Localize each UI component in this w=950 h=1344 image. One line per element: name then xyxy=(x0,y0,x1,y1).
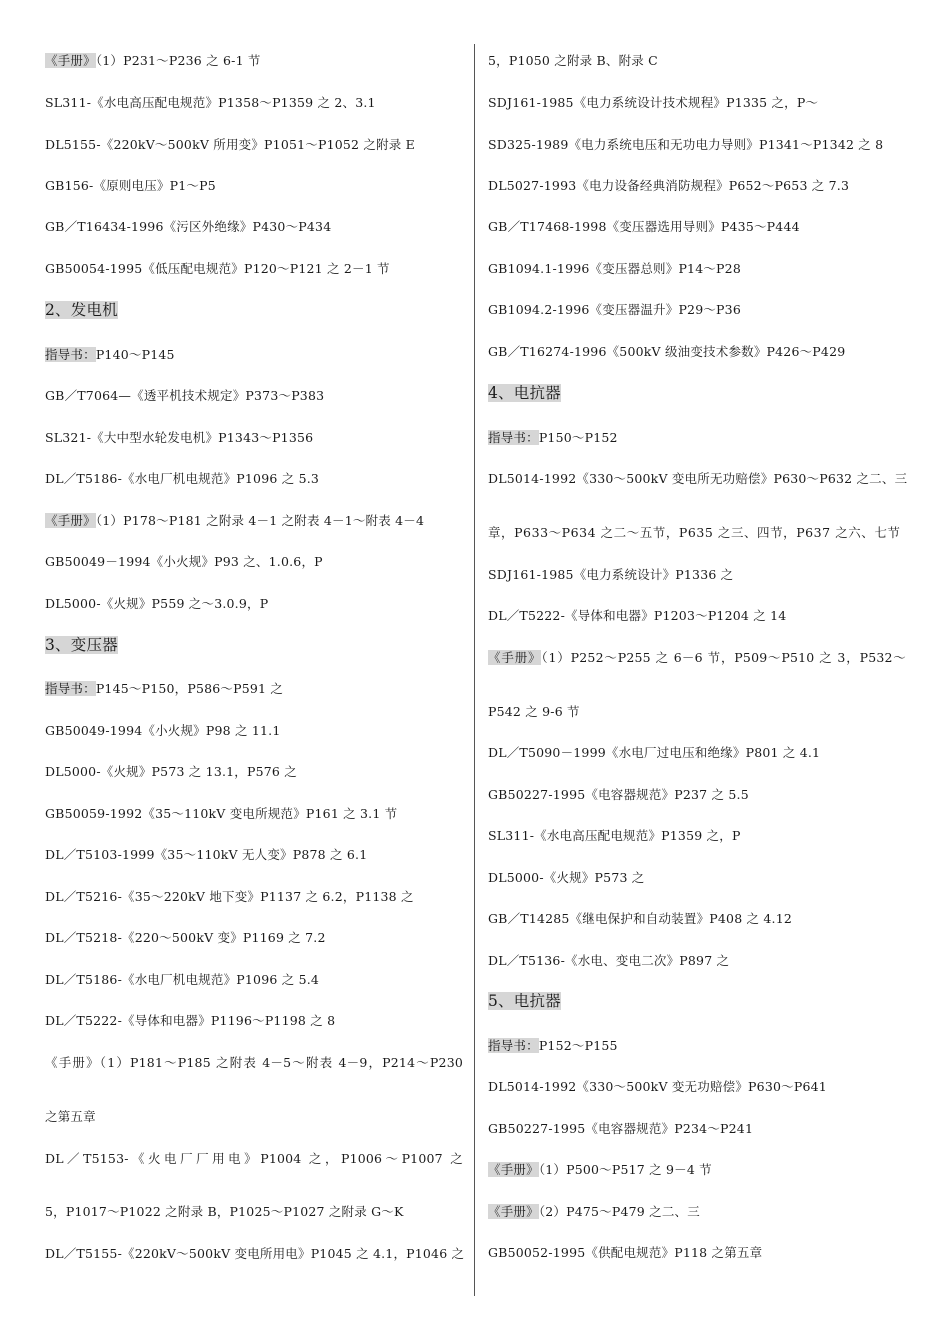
reference-line xyxy=(45,429,313,447)
reference-text: （1）P252～P255 之 6－6 节，P509～P510 之 3，P532～ xyxy=(541,650,906,665)
reference-line xyxy=(45,218,331,236)
reference-line xyxy=(45,1108,96,1126)
section-heading xyxy=(488,383,561,403)
reference-text: DL／T5186-《水电厂机电规范》P1096 之 5.3 xyxy=(45,471,320,486)
reference-text: P150～P152 xyxy=(538,430,618,445)
reference-text: DL／T5103-1999《35～110kV 无人变》P878 之 6.1 xyxy=(45,847,368,862)
reference-text: SL321-《大中型水轮发电机》P1343～P1356 xyxy=(45,430,314,445)
reference-line xyxy=(488,136,883,154)
highlighted-label: 《手册》 xyxy=(45,53,96,68)
reference-text: GB50059-1992《35～110kV 变电所规范》P161 之 3.1 节 xyxy=(45,806,398,821)
reference-line xyxy=(45,1012,335,1030)
reference-line xyxy=(488,1078,827,1096)
reference-line xyxy=(45,929,326,947)
reference-text: P145～P150，P586～P591 之 xyxy=(95,681,284,696)
reference-line xyxy=(488,952,729,970)
reference-line xyxy=(488,470,906,488)
reference-text: DL／T5090－1999《水电厂过电压和绝缘》P801 之 4.1 xyxy=(488,745,821,760)
reference-text: DL5000-《火规》P559 之～3.0.9，P xyxy=(45,596,269,611)
reference-line xyxy=(488,524,900,542)
highlighted-label: 《手册》 xyxy=(45,513,96,528)
reference-line xyxy=(488,1120,753,1138)
reference-line xyxy=(45,52,261,70)
reference-line xyxy=(488,744,820,762)
reference-text: （1）P231～P236 之 6-1 节 xyxy=(95,53,261,68)
highlighted-label: 指导书： xyxy=(488,1038,539,1053)
reference-text: DL／T5216-《35～220kV 地下变》P1137 之 6.2，P1138 之 xyxy=(45,889,414,904)
reference-line xyxy=(488,703,580,721)
reference-text: GB1094.2-1996《变压器温升》P29～P36 xyxy=(488,302,741,317)
highlighted-label: 指导书： xyxy=(45,347,96,362)
reference-text: GB1094.1-1996《变压器总则》P14～P28 xyxy=(488,261,741,276)
reference-text: GB／T16274-1996《500kV 级油变技术参数》P426～P429 xyxy=(488,344,846,359)
reference-line xyxy=(488,260,741,278)
heading-label: 3、变压器 xyxy=(45,636,118,654)
reference-text: DL5027-1993《电力设备经典消防规程》P652～P653 之 7.3 xyxy=(488,178,850,193)
reference-text: 5，P1050 之附录 B、附录 C xyxy=(488,53,658,68)
reference-text: GB50227-1995《电容器规范》P234～P241 xyxy=(488,1121,754,1136)
reference-line xyxy=(45,1245,463,1263)
reference-line xyxy=(45,260,390,278)
reference-text: GB50054-1995《低压配电规范》P120～P121 之 2－1 节 xyxy=(45,261,390,276)
reference-line xyxy=(488,566,733,584)
reference-line xyxy=(45,470,319,488)
reference-text: DL／T5222-《导体和电器》P1203～P1204 之 14 xyxy=(488,608,787,623)
reference-line xyxy=(488,301,741,319)
reference-line xyxy=(488,52,658,70)
reference-line xyxy=(45,971,319,989)
reference-line xyxy=(45,553,323,571)
reference-line xyxy=(45,136,415,154)
reference-line xyxy=(45,722,280,740)
reference-line xyxy=(488,607,786,625)
reference-text: GB／T17468-1998《变压器选用导则》P435～P444 xyxy=(488,219,800,234)
reference-line xyxy=(488,94,818,112)
reference-line xyxy=(488,649,906,667)
reference-text: DL5014-1992《330～500kV 变无功赔偿》P630～P641 xyxy=(488,1079,827,1094)
reference-text: GB50227-1995《电容器规范》P237 之 5.5 xyxy=(488,787,749,802)
reference-line xyxy=(45,763,297,781)
section-heading xyxy=(45,300,118,320)
reference-text: P140～P145 xyxy=(95,347,175,362)
reference-text: 章，P633～P634 之二～五节，P635 之三、四节，P637 之六、七节 xyxy=(488,525,901,540)
reference-text: DL／T5186-《水电厂机电规范》P1096 之 5.4 xyxy=(45,972,320,987)
reference-line xyxy=(488,1037,618,1055)
highlighted-label: 指导书： xyxy=(488,430,539,445)
reference-line xyxy=(45,94,376,112)
reference-text: GB50052-1995《供配电规范》P118 之第五章 xyxy=(488,1245,763,1260)
heading-label: 4、电抗器 xyxy=(488,384,561,402)
reference-line xyxy=(45,888,414,906)
reference-text: GB156-《原则电压》P1～P5 xyxy=(45,178,216,193)
reference-text: 5，P1017～P1022 之附录 B，P1025～P1027 之附录 G～K xyxy=(45,1204,404,1219)
reference-text: SL311-《水电高压配电规范》P1358～P1359 之 2、3.1 xyxy=(45,95,376,110)
reference-text: SL311-《水电高压配电规范》P1359 之，P xyxy=(488,828,741,843)
reference-text: GB／T14285《继电保护和自动装置》P408 之 4.12 xyxy=(488,911,793,926)
reference-text: GB50049－1994《小火规》P93 之、1.0.6，P xyxy=(45,554,323,569)
reference-text: DL／T5222-《导体和电器》P1196～P1198 之 8 xyxy=(45,1013,336,1028)
reference-line xyxy=(488,1161,712,1179)
reference-line xyxy=(488,869,645,887)
reference-line xyxy=(45,512,424,530)
reference-line xyxy=(488,429,618,447)
reference-line xyxy=(45,595,268,613)
highlighted-label: 指导书： xyxy=(45,681,96,696)
reference-line xyxy=(45,1054,463,1072)
reference-line xyxy=(488,343,845,361)
reference-text: P152～P155 xyxy=(538,1038,618,1053)
reference-text: GB／T16434-1996《污区外绝缘》P430～P434 xyxy=(45,219,332,234)
highlighted-label: 《手册》 xyxy=(488,1162,539,1177)
reference-text: DL／T5136-《水电、变电二次》P897 之 xyxy=(488,953,730,968)
section-heading xyxy=(488,991,561,1011)
reference-text: 之第五章 xyxy=(45,1109,96,1124)
reference-line xyxy=(488,910,792,928)
reference-line xyxy=(488,218,800,236)
reference-line xyxy=(45,1150,463,1168)
reference-line xyxy=(45,846,367,864)
column-divider xyxy=(474,44,475,1296)
reference-text: SDJ161-1985《电力系统设计》P1336 之 xyxy=(488,567,734,582)
reference-line xyxy=(45,805,397,823)
reference-text: DL5000-《火规》P573 之 xyxy=(488,870,645,885)
reference-line xyxy=(45,346,175,364)
reference-line xyxy=(488,827,741,845)
reference-line xyxy=(488,177,849,195)
reference-text: DL／T5155-《220kV～500kV 变电所用电》P1045 之 4.1，P1046 之 xyxy=(45,1246,465,1261)
highlighted-label: 《手册》 xyxy=(488,1204,539,1219)
reference-text: （2）P475～P479 之二、三 xyxy=(538,1204,700,1219)
reference-text: SDJ161-1985《电力系统设计技术规程》P1335 之，P～ xyxy=(488,95,819,110)
reference-line xyxy=(488,1203,700,1221)
reference-text: 《手册》（1）P181～P185 之附表 4－5～附表 4－9，P214～P230 xyxy=(45,1055,463,1070)
reference-text: DL／T5218-《220～500kV 变》P1169 之 7.2 xyxy=(45,930,326,945)
heading-label: 2、发电机 xyxy=(45,301,118,319)
reference-text: P542 之 9-6 节 xyxy=(488,704,580,719)
reference-text: DL5155-《220kV～500kV 所用变》P1051～P1052 之附录 E xyxy=(45,137,415,152)
reference-text: （1）P178～P181 之附录 4－1 之附表 4－1～附表 4－4 xyxy=(95,513,425,528)
reference-line xyxy=(45,177,216,195)
reference-text: GB50049-1994《小火规》P98 之 11.1 xyxy=(45,723,281,738)
heading-label: 5、电抗器 xyxy=(488,992,561,1010)
reference-text: DL5014-1992《330～500kV 变电所无功赔偿》P630～P632 之二、三 xyxy=(488,471,908,486)
reference-text: （1）P500～P517 之 9－4 节 xyxy=(538,1162,712,1177)
reference-line xyxy=(45,680,283,698)
reference-line xyxy=(488,1244,762,1262)
reference-text: SD325-1989《电力系统电压和无功电力导则》P1341～P1342 之 8 xyxy=(488,137,884,152)
reference-text: GB／T7064—《透平机技术规定》P373～P383 xyxy=(45,388,325,403)
reference-text: DL5000-《火规》P573 之 13.1，P576 之 xyxy=(45,764,297,779)
reference-line xyxy=(45,1203,404,1221)
section-heading xyxy=(45,635,118,655)
reference-line xyxy=(45,387,324,405)
highlighted-label: 《手册》 xyxy=(488,650,542,665)
reference-text: DL／T5153-《火电厂厂用电》P1004 之，P1006～P1007 之 xyxy=(45,1151,463,1166)
reference-line xyxy=(488,786,749,804)
